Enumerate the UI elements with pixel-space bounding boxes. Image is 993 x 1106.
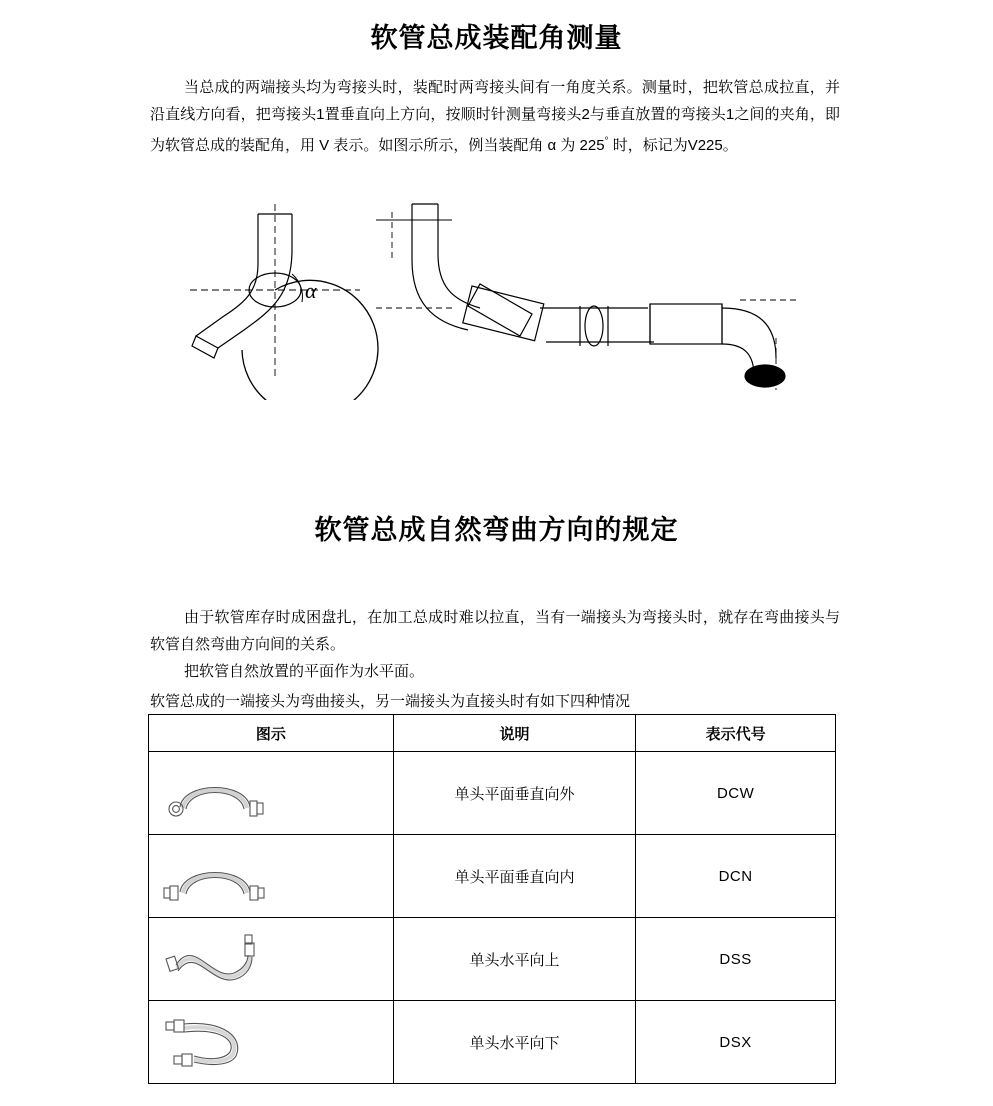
hose-code-cell: DCW bbox=[636, 752, 836, 835]
hose-code-cell: DSS bbox=[636, 918, 836, 1001]
table-header-code: 表示代号 bbox=[636, 715, 836, 752]
assembly-angle-figure bbox=[180, 190, 820, 400]
section2-title: 软管总成自然弯曲方向的规定 bbox=[314, 515, 679, 545]
cases-table bbox=[148, 714, 836, 1084]
section2-paragraph-2: 把软管自然放置的平面作为水平面。 bbox=[184, 663, 425, 680]
assembly-angle-diagram bbox=[180, 190, 820, 400]
hose-bend-vertical-in-icon bbox=[150, 846, 280, 906]
alpha-label: α bbox=[305, 278, 317, 303]
table-row bbox=[149, 1001, 836, 1084]
hose-description-cell: 单头水平向下 bbox=[393, 1001, 635, 1084]
hose-description-cell: 单头水平向上 bbox=[393, 918, 635, 1001]
table-header-figure: 图示 bbox=[149, 715, 394, 752]
hose-code-cell: DCN bbox=[636, 835, 836, 918]
table-header-row bbox=[149, 715, 836, 752]
section2-paragraph-1: 由于软管库存时成困盘扎，在加工总成时难以拉直，当有一端接头为弯接头时，就存在弯曲接头与软管自然弯曲方向间的关系。 bbox=[150, 609, 840, 653]
hose-figure-cell bbox=[149, 752, 394, 835]
hose-bend-vertical-out-icon bbox=[150, 763, 280, 823]
cases-table-caption: 软管总成的一端接头为弯曲接头，另一端接头为直接头时有如下四种情况 bbox=[150, 693, 631, 710]
hose-bend-horizontal-down-icon bbox=[150, 1012, 280, 1072]
hose-figure-cell bbox=[149, 1001, 394, 1084]
section1-paragraph-text: 当总成的两端接头均为弯接头时，装配时两弯接头间有一角度关系。测量时，把软管总成拉直，并沿直线方向看，把弯接头1置垂直向上方向，按顺时针测量弯接头2与垂直放置的弯接头1之间的夹角，即为软管总成的装配角，用 V 表示。如图示所示，例当装配角 α 为 225 bbox=[150, 79, 840, 154]
degree-mark: ° bbox=[604, 136, 609, 147]
hose-figure-cell bbox=[149, 918, 394, 1001]
hose-description-cell: 单头平面垂直向内 bbox=[393, 835, 635, 918]
hose-description-cell: 单头平面垂直向外 bbox=[393, 752, 635, 835]
table-row bbox=[149, 918, 836, 1001]
hose-bend-horizontal-up-icon bbox=[150, 929, 280, 989]
hose-figure-cell bbox=[149, 835, 394, 918]
section1-paragraph-tail: 时，标记为V225。 bbox=[608, 137, 738, 154]
table-row bbox=[149, 752, 836, 835]
table-header-description: 说明 bbox=[393, 715, 635, 752]
hose-code-cell: DSX bbox=[636, 1001, 836, 1084]
table-row bbox=[149, 835, 836, 918]
section1-paragraph bbox=[150, 74, 840, 159]
section1-title: 软管总成装配角测量 bbox=[370, 23, 623, 53]
